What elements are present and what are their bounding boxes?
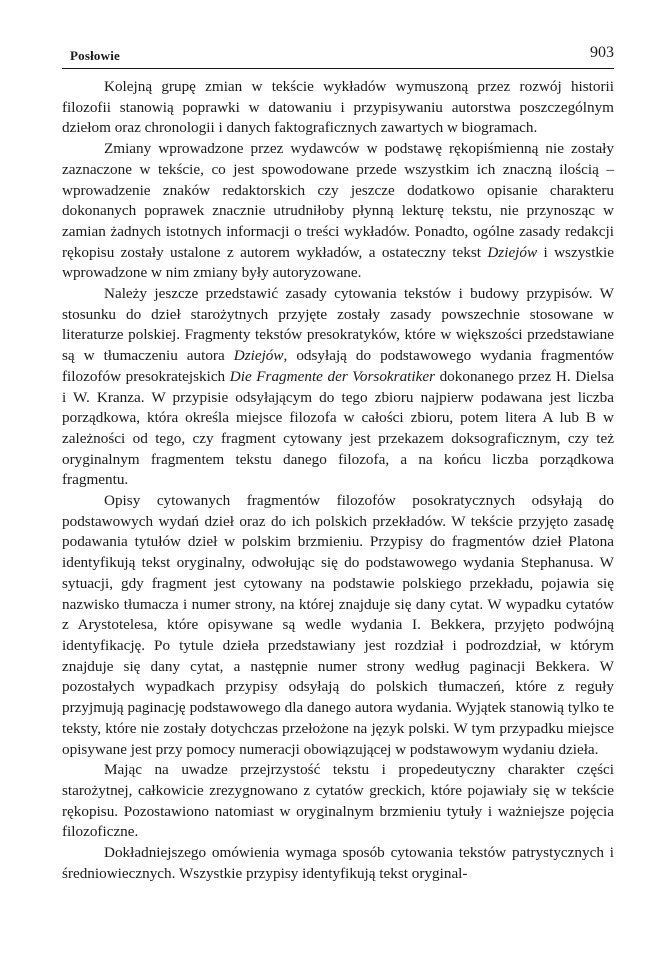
document-page xyxy=(62,40,614,884)
paragraph-2 xyxy=(62,139,614,284)
paragraph-2-text-2: i wszystkie wprowadzone w nim zmiany były autoryzowane. xyxy=(62,243,614,282)
paragraph-6-text-1: Dokładniejszego omówienia wymaga sposób cytowania tekstów patrystycznych i średniowiecznych. Wszystkie przypisy identyfikują tekst oryginal- xyxy=(62,844,614,882)
paragraph-4-text-1: Opisy cytowanych fragmentów filozofów posokratycznych odsyłają do podstawowych wydań dzieł oraz do ich polskich przekładów. W tekście przyjęto zasadę podawania tytułów dzieł w polskim brzmieniu. Przypisy do fragmentów dzieł Platona identyfikują tekst oryginalny, odwołując się do podstawowego wydania Stephanusa. W sytuacji, gdy fragment jest cytowany na podstawie polskiego przekładu, pojawia się nazwisko tłumacza i numer strony, na której znajduje się dany cytat. W wypadku cytatów z Arystotelesa, które opisywane są wedle wydania I. Bekkera, przyjęto podwójną identyfikację. Po tytule dzieła przedstawiany jest rozdział i podrozdział, w którym znajduje się dany cytat, a następnie numer strony według paginacji Bekkera. W pozostałych wypadkach przypisy odsyłają do polskich tłumaczeń, które z reguły przyjmują paginację podstawowego dla danego autora wydania. Wyjątek stanowią tylko te teksty, które nie zostały dotychczas przełożone na język polski. W tym przypadku miejsce opisywane jest przy pomocy numeracji obowiązującej w podstawowym wydaniu dzieła. xyxy=(62,492,614,758)
paragraph-5 xyxy=(62,760,614,843)
paragraph-2-text-1: Zmiany wprowadzone przez wydawców w podstawę rękopiśmienną nie zostały zaznaczone w tekście, co jest spowodowane przede wszystkim ich znaczną ilością – wprowadzenie znaków redaktorskich czy jeszcze dodatkowo opisanie charakteru dokonanych poprawek znacznie utrudniłoby płynną lekturę tekstu, nie przynosząc w zamian żadnych istotnych informacji o treści wykładów. Ponadto, ogólne zasady redakcji rękopisu zostały ustalone z autorem wykładów, a ostateczny tekst xyxy=(62,140,614,261)
running-header xyxy=(62,40,614,69)
paragraph-2-italic-title: Dziejów xyxy=(487,243,538,261)
paragraph-1-text-1: Kolejną grupę zmian w tekście wykładów wymuszoną przez rozwój historii filozofii stanowią poprawki w datowaniu i przypisywaniu autorstwa poszczególnym dziełom oraz chronologii i danych faktograficznych zawartych w biogramach. xyxy=(62,78,614,137)
page-number: 903 xyxy=(590,44,614,61)
paragraph-1 xyxy=(62,77,614,139)
paragraph-5-text-1: Mając na uwadze przejrzystość tekstu i propedeutyczny charakter części starożytnej, całkowicie zrezygnowano z cytatów greckich, które pojawiały się w tekście rękopisu. Pozostawiono natomiast w oryginalnym brzmieniu tytuły i ważniejsze pojęcia filozoficzne. xyxy=(62,761,614,841)
paragraph-3-text-3: dokonanego przez H. Dielsa i W. Kranza. W przypisie odsyłającym do tego zbioru najpierw podawana jest liczba porządkowa, która określa miejsce filozofa w całości zbioru, potem litera A lub B w zależności od tego, czy fragment cytowany jest przekazem doksograficznym, czy też oryginalnym fragmentem tekstu danego filozofa, a na końcu liczba porządkowa fragmentu. xyxy=(62,367,615,489)
paragraph-3-italic-title-2: Die Fragmente der Vorsokratiker xyxy=(229,367,435,385)
paragraph-6 xyxy=(62,843,614,884)
paragraph-3-text-2: , odsyłają do podstawowego wydania fragmentów filozofów presokratejskich xyxy=(62,347,614,385)
paragraph-4 xyxy=(62,491,614,760)
paragraph-3-italic-title-1: Dziejów xyxy=(233,347,284,365)
paragraph-3 xyxy=(62,284,614,491)
section-title: Posłowie xyxy=(70,48,120,63)
paragraph-3-text-1: Należy jeszcze przedstawić zasady cytowania tekstów i budowy przypisów. W stosunku do dzieł starożytnych przyjęte zostały zasady powszechnie stosowane w literaturze polskiej. Fragmenty tekstów presokratyków, które w większości przedstawiane są w tłumaczeniu autora xyxy=(62,285,614,365)
body-text xyxy=(62,77,614,884)
